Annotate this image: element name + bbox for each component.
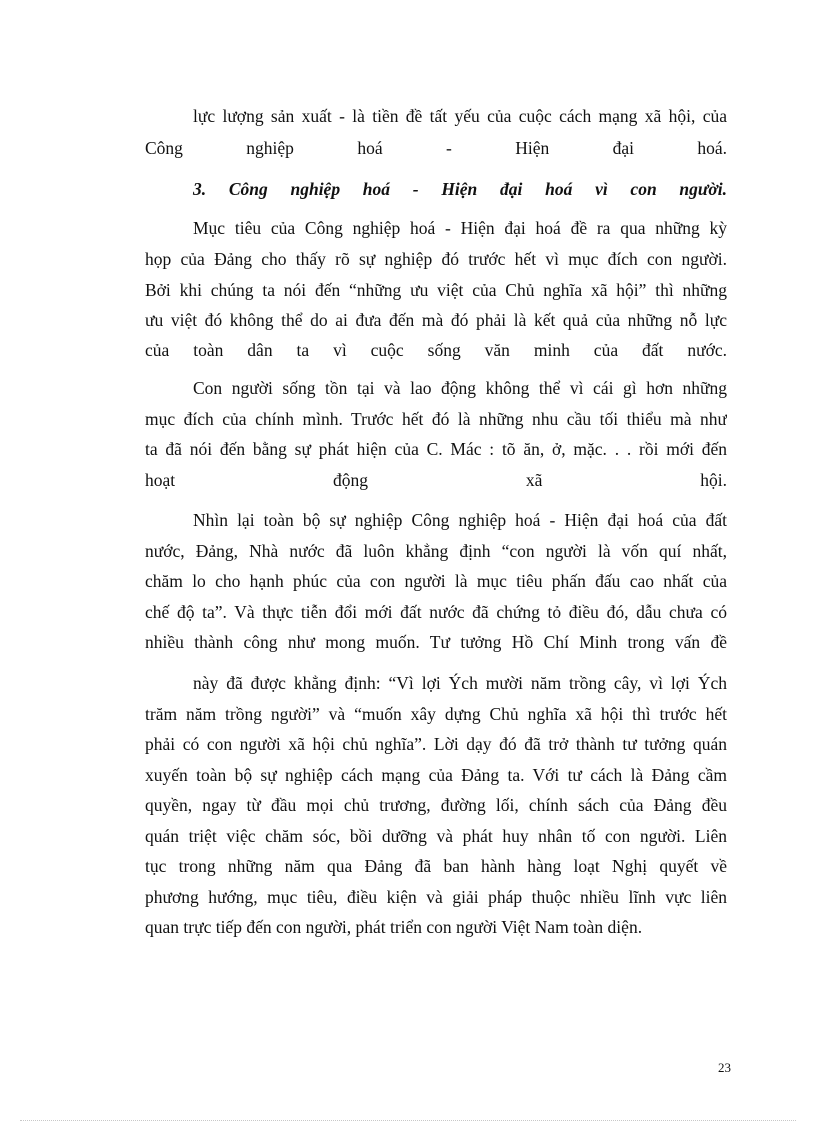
paragraph-line: chế độ ta”. Và thực tiễn đổi mới đất nước đã chứng tỏ điều đó, dẫu chưa có <box>145 602 727 622</box>
paragraph-line: của toàn dân ta vì cuộc sống văn minh của đất nước. <box>145 340 727 360</box>
paragraph-line: trăm năm trồng người” và “muốn xây dựng Chủ nghĩa xã hội thì trước hết <box>145 704 727 724</box>
paragraph-line: lực lượng sản xuất - là tiền đề tất yếu của cuộc cách mạng xã hội, của <box>193 106 727 126</box>
paragraph-line: này đã được khẳng định: “Vì lợi Ých mười năm trồng cây, vì lợi Ých <box>193 673 727 693</box>
page-number: 23 <box>718 1060 731 1075</box>
paragraph-line: Công nghiệp hoá - Hiện đại hoá. <box>145 138 727 158</box>
paragraph-line: ưu việt đó không thể do ai đưa đến mà đó phải là kết quả của những nỗ lực <box>145 310 727 330</box>
paragraph-line: quan trực tiếp đến con người, phát triển con người Việt Nam toàn diện. <box>145 917 643 937</box>
paragraph-line: Mục tiêu của Công nghiệp hoá - Hiện đại hoá đề ra qua những kỳ <box>193 218 727 238</box>
paragraph-line: quyền, ngay từ đầu mọi chủ trương, đường lối, chính sách của Đảng đều <box>145 795 727 815</box>
paragraph-line: hoạt động xã hội. <box>145 470 727 490</box>
paragraph-line: Nhìn lại toàn bộ sự nghiệp Công nghiệp hoá - Hiện đại hoá của đất <box>193 510 727 530</box>
paragraph-line: phải có con người xã hội chủ nghĩa”. Lời dạy đó đã trở thành tư tưởng quán <box>145 734 727 754</box>
section-heading: 3. Công nghiệp hoá - Hiện đại hoá vì con người. <box>193 179 727 199</box>
paragraph-line: phương hướng, mục tiêu, điều kiện và giải pháp thuộc nhiều lĩnh vực liên <box>145 887 727 907</box>
paragraph-line: Bởi khi chúng ta nói đến “những ưu việt của Chủ nghĩa xã hội” thì những <box>145 280 727 300</box>
page-bottom-divider <box>20 1120 796 1121</box>
paragraph-line: ta đã nói đến bằng sự phát hiện của C. Mác : tõ ăn, ở, mặc. . . rồi mới đến <box>145 439 727 459</box>
paragraph-line: quán triệt việc chăm sóc, bồi dưỡng và phát huy nhân tố con người. Liên <box>145 826 727 846</box>
paragraph-line: nước, Đảng, Nhà nước đã luôn khẳng định “con người là vốn quí nhất, <box>145 541 727 561</box>
paragraph-line: chăm lo cho hạnh phúc của con người là mục tiêu phấn đấu cao nhất của <box>145 571 727 591</box>
paragraph-line: xuyến toàn bộ sự nghiệp cách mạng của Đảng ta. Với tư cách là Đảng cầm <box>145 765 727 785</box>
paragraph-line: họp của Đảng cho thấy rõ sự nghiệp đó trước hết vì mục đích con người. <box>145 249 727 269</box>
paragraph-line: Con người sống tồn tại và lao động không thể vì cái gì hơn những <box>193 378 727 398</box>
paragraph-line: tục trong những năm qua Đảng đã ban hành hàng loạt Nghị quyết về <box>145 856 727 876</box>
paragraph-line: mục đích của chính mình. Trước hết đó là những nhu cầu tối thiểu mà như <box>145 409 727 429</box>
paragraph-line: nhiều thành công như mong muốn. Tư tưởng Hồ Chí Minh trong vấn đề <box>145 632 727 652</box>
